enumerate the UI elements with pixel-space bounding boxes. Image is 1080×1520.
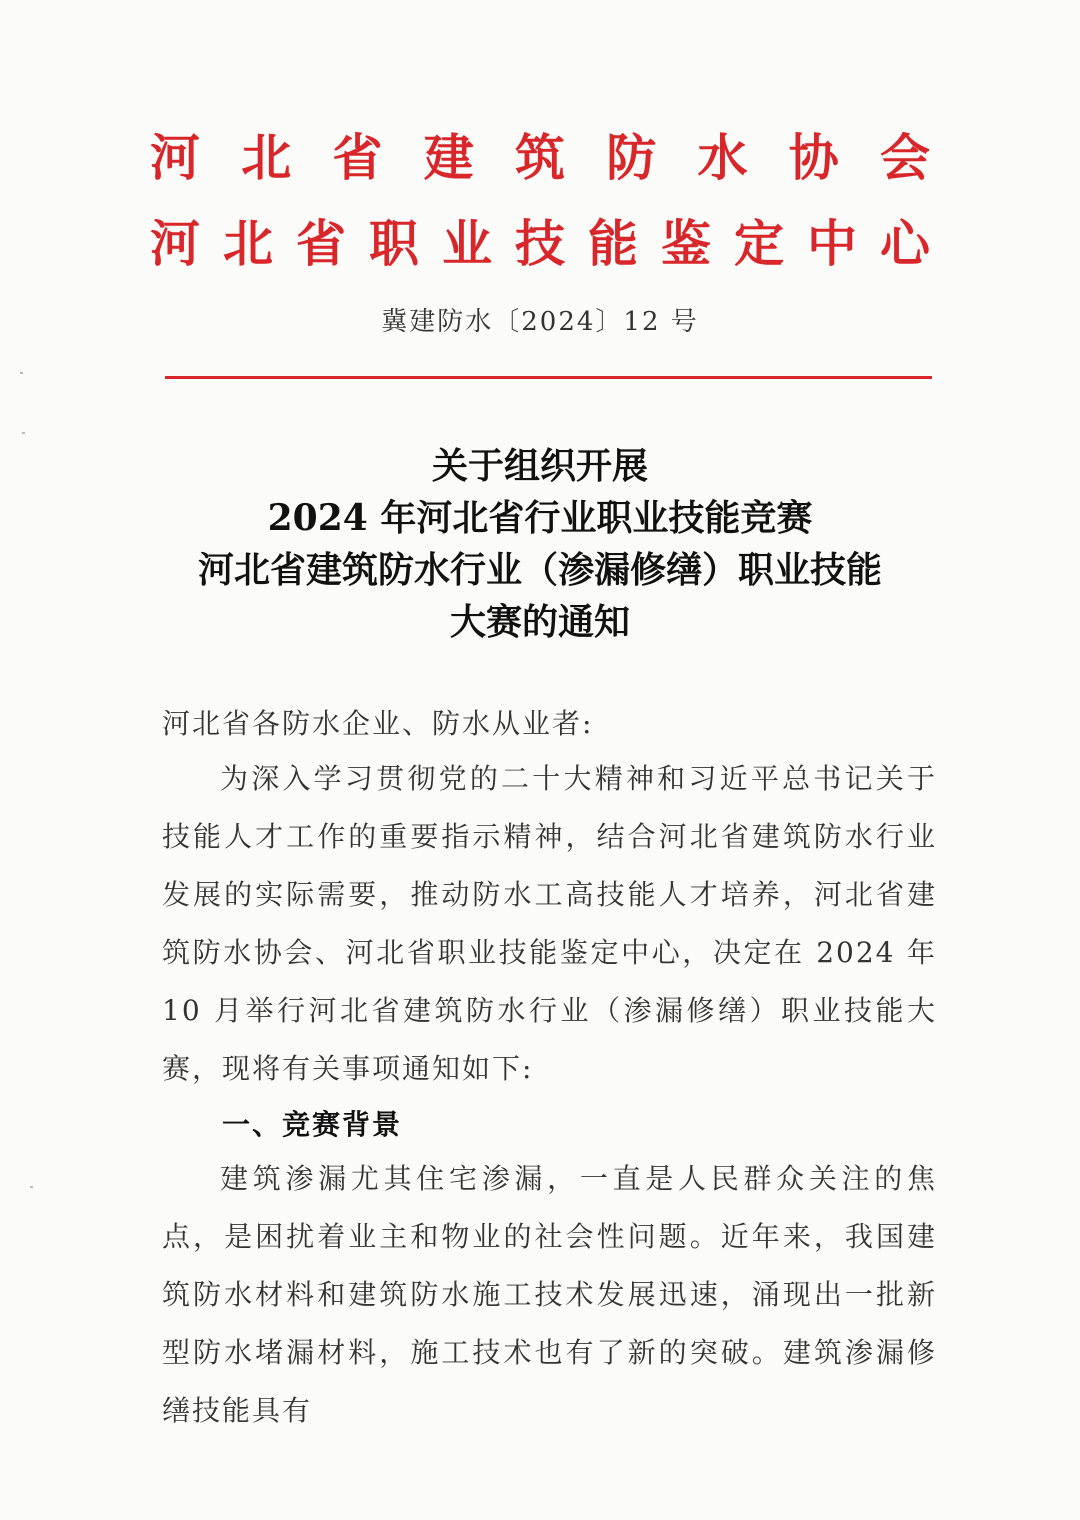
issuer-name-2: 河北省职业技能鉴定中心 bbox=[150, 214, 930, 273]
salutation: 河北省各防水企业、防水从业者: bbox=[162, 707, 594, 740]
title-line-3: 河北省建筑防水行业（渗漏修缮）职业技能 bbox=[197, 549, 882, 591]
scan-speck bbox=[20, 372, 23, 374]
document-title bbox=[0, 440, 1080, 648]
red-divider-line bbox=[165, 376, 932, 379]
scan-speck bbox=[30, 1186, 33, 1188]
scan-speck bbox=[22, 432, 25, 434]
body-paragraph-2: 建筑渗漏尤其住宅渗漏，一直是人民群众关注的焦点，是困扰着业主和物业的社会性问题。近年来，我国建筑防水材料和建筑防水施工技术发展迅速，涌现出一批新型防水堵漏材料，施工技术也有了新的突破。建筑渗漏修缮技能具有 bbox=[162, 1162, 937, 1427]
title-line-4: 大赛的通知 bbox=[449, 601, 630, 643]
body-paragraph-1: 为深入学习贯彻党的二十大精神和习近平总书记关于技能人才工作的重要指示精神，结合河北省建筑防水行业发展的实际需要，推动防水工高技能人才培养，河北省建筑防水协会、河北省职业技能鉴定中心，决定在 2024 年 10 月举行河北省建筑防水行业（渗漏修缮）职业技能大赛，现将有关事项通知如下: bbox=[162, 762, 937, 1085]
document-number: 冀建防水〔2024〕12 号 bbox=[381, 307, 699, 337]
title-line-1: 关于组织开展 bbox=[431, 445, 648, 487]
section-heading-1: 一、竞赛背景 bbox=[222, 1108, 403, 1141]
title-line-2: 2024 年河北省行业职业技能竞赛 bbox=[267, 497, 813, 539]
issuer-name-1: 河 北 省 建 筑 防 水 协 会 bbox=[150, 128, 930, 187]
